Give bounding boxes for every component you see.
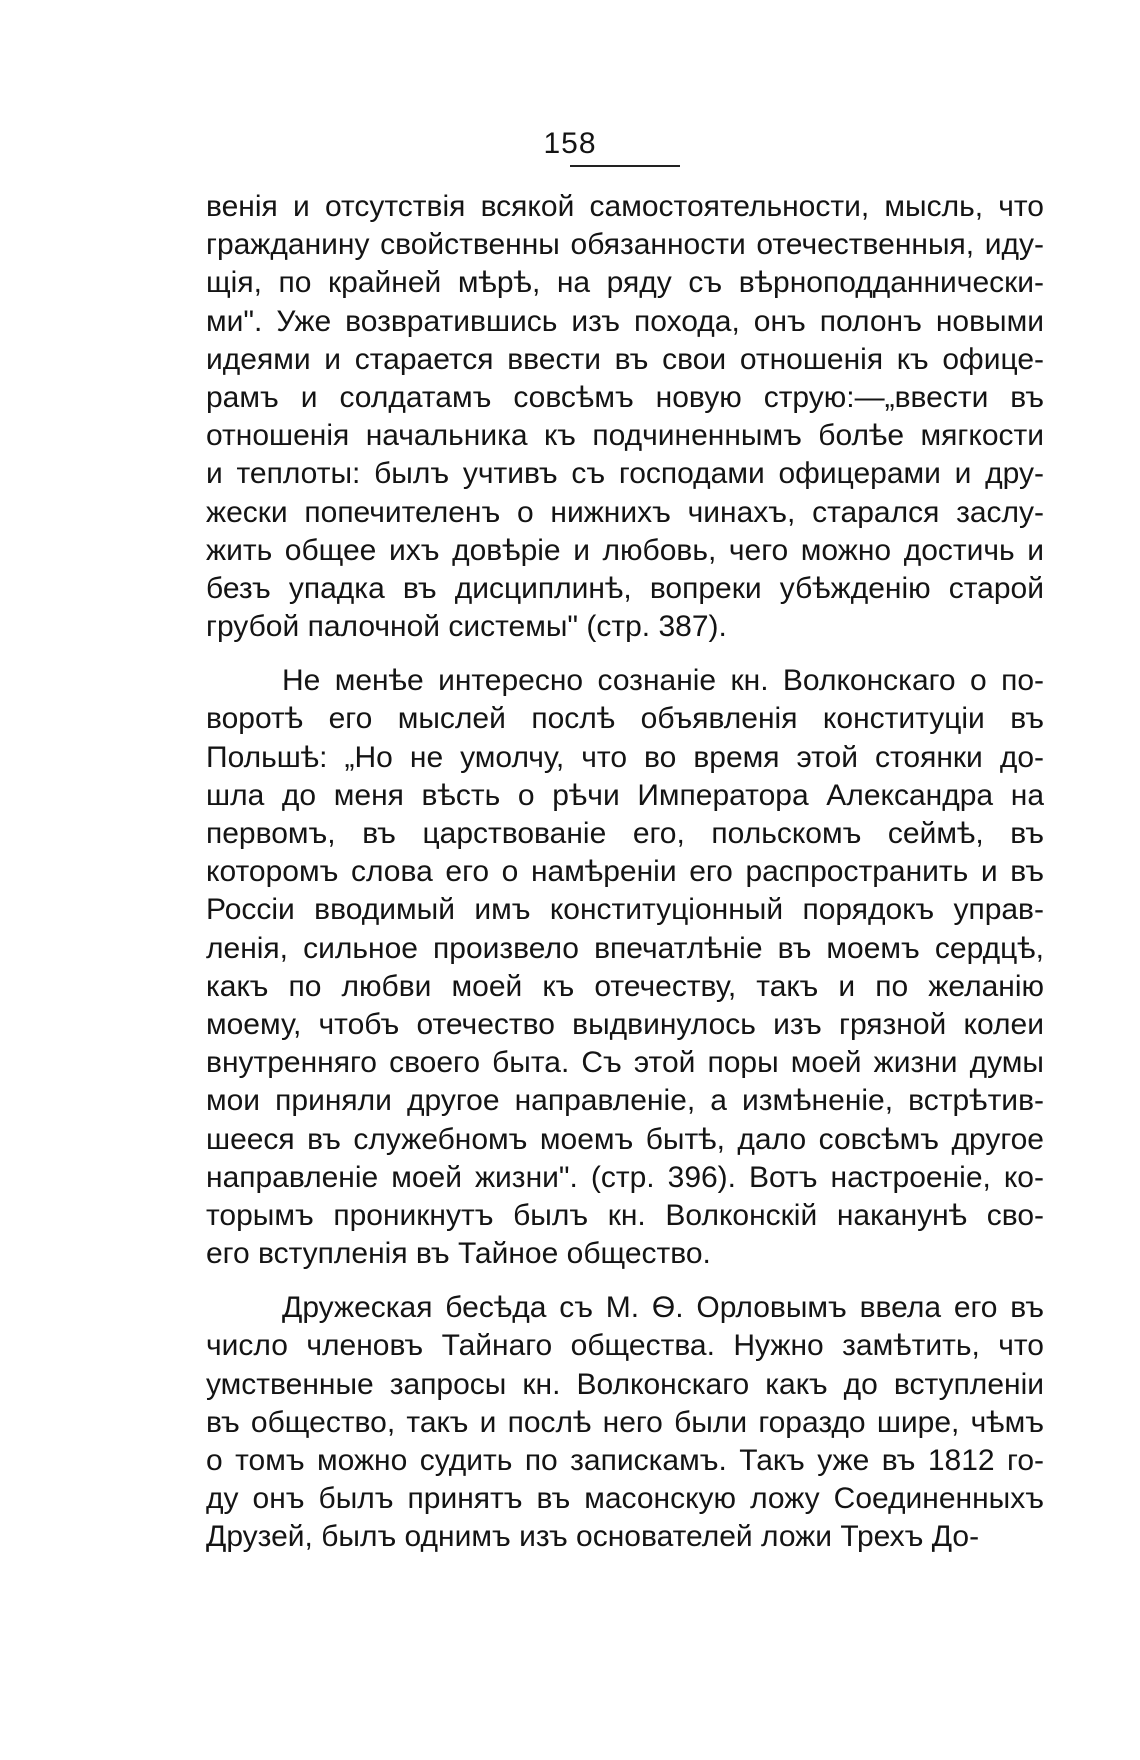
text-line: первомъ, въ царствованіе его, польскомъ сеймѣ, въ — [206, 817, 1044, 850]
text-line: грубой палочной системы" (стр. 387). — [206, 610, 727, 644]
text-line: которомъ слова его о намѣреніи его распространить и въ — [206, 855, 1044, 889]
text-line: его вступленія въ Тайное общество. — [206, 1237, 711, 1271]
text-line: ду онъ былъ принятъ въ масонскую ложу Соединенныхъ — [206, 1482, 1044, 1516]
text-line: идеями и старается ввести въ свои отношенія къ офице- — [206, 342, 1044, 376]
text-line: Польшѣ: „Но не умолчу, что во время этой стоянки до- — [206, 740, 1044, 774]
text-line: въ общество, такъ и послѣ него были гораздо шире, чѣмъ — [206, 1405, 1044, 1439]
text-line: ленія, сильное произвело впечатлѣніе въ моемъ сердцѣ, — [206, 931, 1044, 965]
text-line: безъ упадка въ дисциплинѣ, вопреки убѣжденію старой — [206, 571, 1044, 605]
text-line: жить общее ихъ довѣріе и любовь, чего можно достичь и — [206, 533, 1044, 567]
text-line: отношенія начальника къ подчиненнымъ болѣе мягкости — [206, 419, 1044, 453]
header-rule — [570, 165, 680, 167]
text-line: моему, чтобъ отечество выдвинулось изъ грязной колеи — [206, 1007, 1044, 1041]
text-line: рамъ и солдатамъ совсѣмъ новую струю:—„ввести въ — [206, 380, 1044, 414]
text-line: и теплоты: былъ учтивъ съ господами офицерами и дру- — [206, 457, 1044, 491]
text-line: венія и отсутствія всякой самостоятельности, мысль, что — [206, 190, 1044, 223]
text-line: воротѣ его мыслей послѣ объявленія конституціи въ — [206, 702, 1044, 736]
text-line: шла до меня вѣсть о рѣчи Императора Александра на — [206, 778, 1044, 812]
paragraph — [206, 188, 1044, 646]
text-line: торымъ проникнутъ былъ кн. Волконскій наканунѣ сво- — [206, 1198, 1044, 1232]
body-text — [206, 188, 1044, 1557]
text-line: гражданину свойственны обязанности отечественныя, иду- — [206, 228, 1044, 262]
text-line: Друзей, былъ однимъ изъ основателей ложи Трехъ До- — [206, 1520, 980, 1554]
paragraph — [206, 1289, 1044, 1556]
text-line: мои приняли другое направленіе, а измѣненіе, встрѣтив- — [206, 1084, 1044, 1118]
text-line: жески попечителенъ о нижнихъ чинахъ, старался заслу- — [206, 495, 1044, 529]
text-line: Не менѣе интересно сознаніе кн. Волконскаго о по- — [282, 664, 1044, 698]
text-line: щія, по крайней мѣрѣ, на ряду съ вѣрноподданнически- — [206, 266, 1044, 300]
text-line: о томъ можно судить по запискамъ. Такъ уже въ 1812 го- — [206, 1444, 1044, 1477]
text-line: умственные запросы кн. Волконскаго какъ до вступленіи — [206, 1367, 1044, 1401]
text-line: какъ по любви моей къ отечеству, такъ и по желанію — [206, 969, 1044, 1003]
text-line: ми". Уже возвратившись изъ похода, онъ полонъ новыми — [206, 304, 1044, 338]
text-line: число членовъ Тайнаго общества. Нужно замѣтить, что — [206, 1329, 1044, 1363]
text-line: Россіи вводимый имъ конституціонный порядокъ управ- — [206, 893, 1044, 927]
text-line: направленіе моей жизни". (стр. 396). Вотъ настроеніе, ко- — [206, 1160, 1044, 1194]
page-number: 158 — [543, 127, 597, 160]
text-line: внутренняго своего быта. Съ этой поры моей жизни думы — [206, 1046, 1044, 1080]
paragraph-gap — [206, 646, 1044, 662]
text-line: шееся въ служебномъ моемъ бытѣ, дало совсѣмъ другое — [206, 1122, 1044, 1156]
paragraph — [206, 662, 1044, 1273]
text-line: Дружеская бесѣда съ М. Ѳ. Орловымъ ввела его въ — [282, 1291, 1044, 1325]
paragraph-gap — [206, 1273, 1044, 1289]
